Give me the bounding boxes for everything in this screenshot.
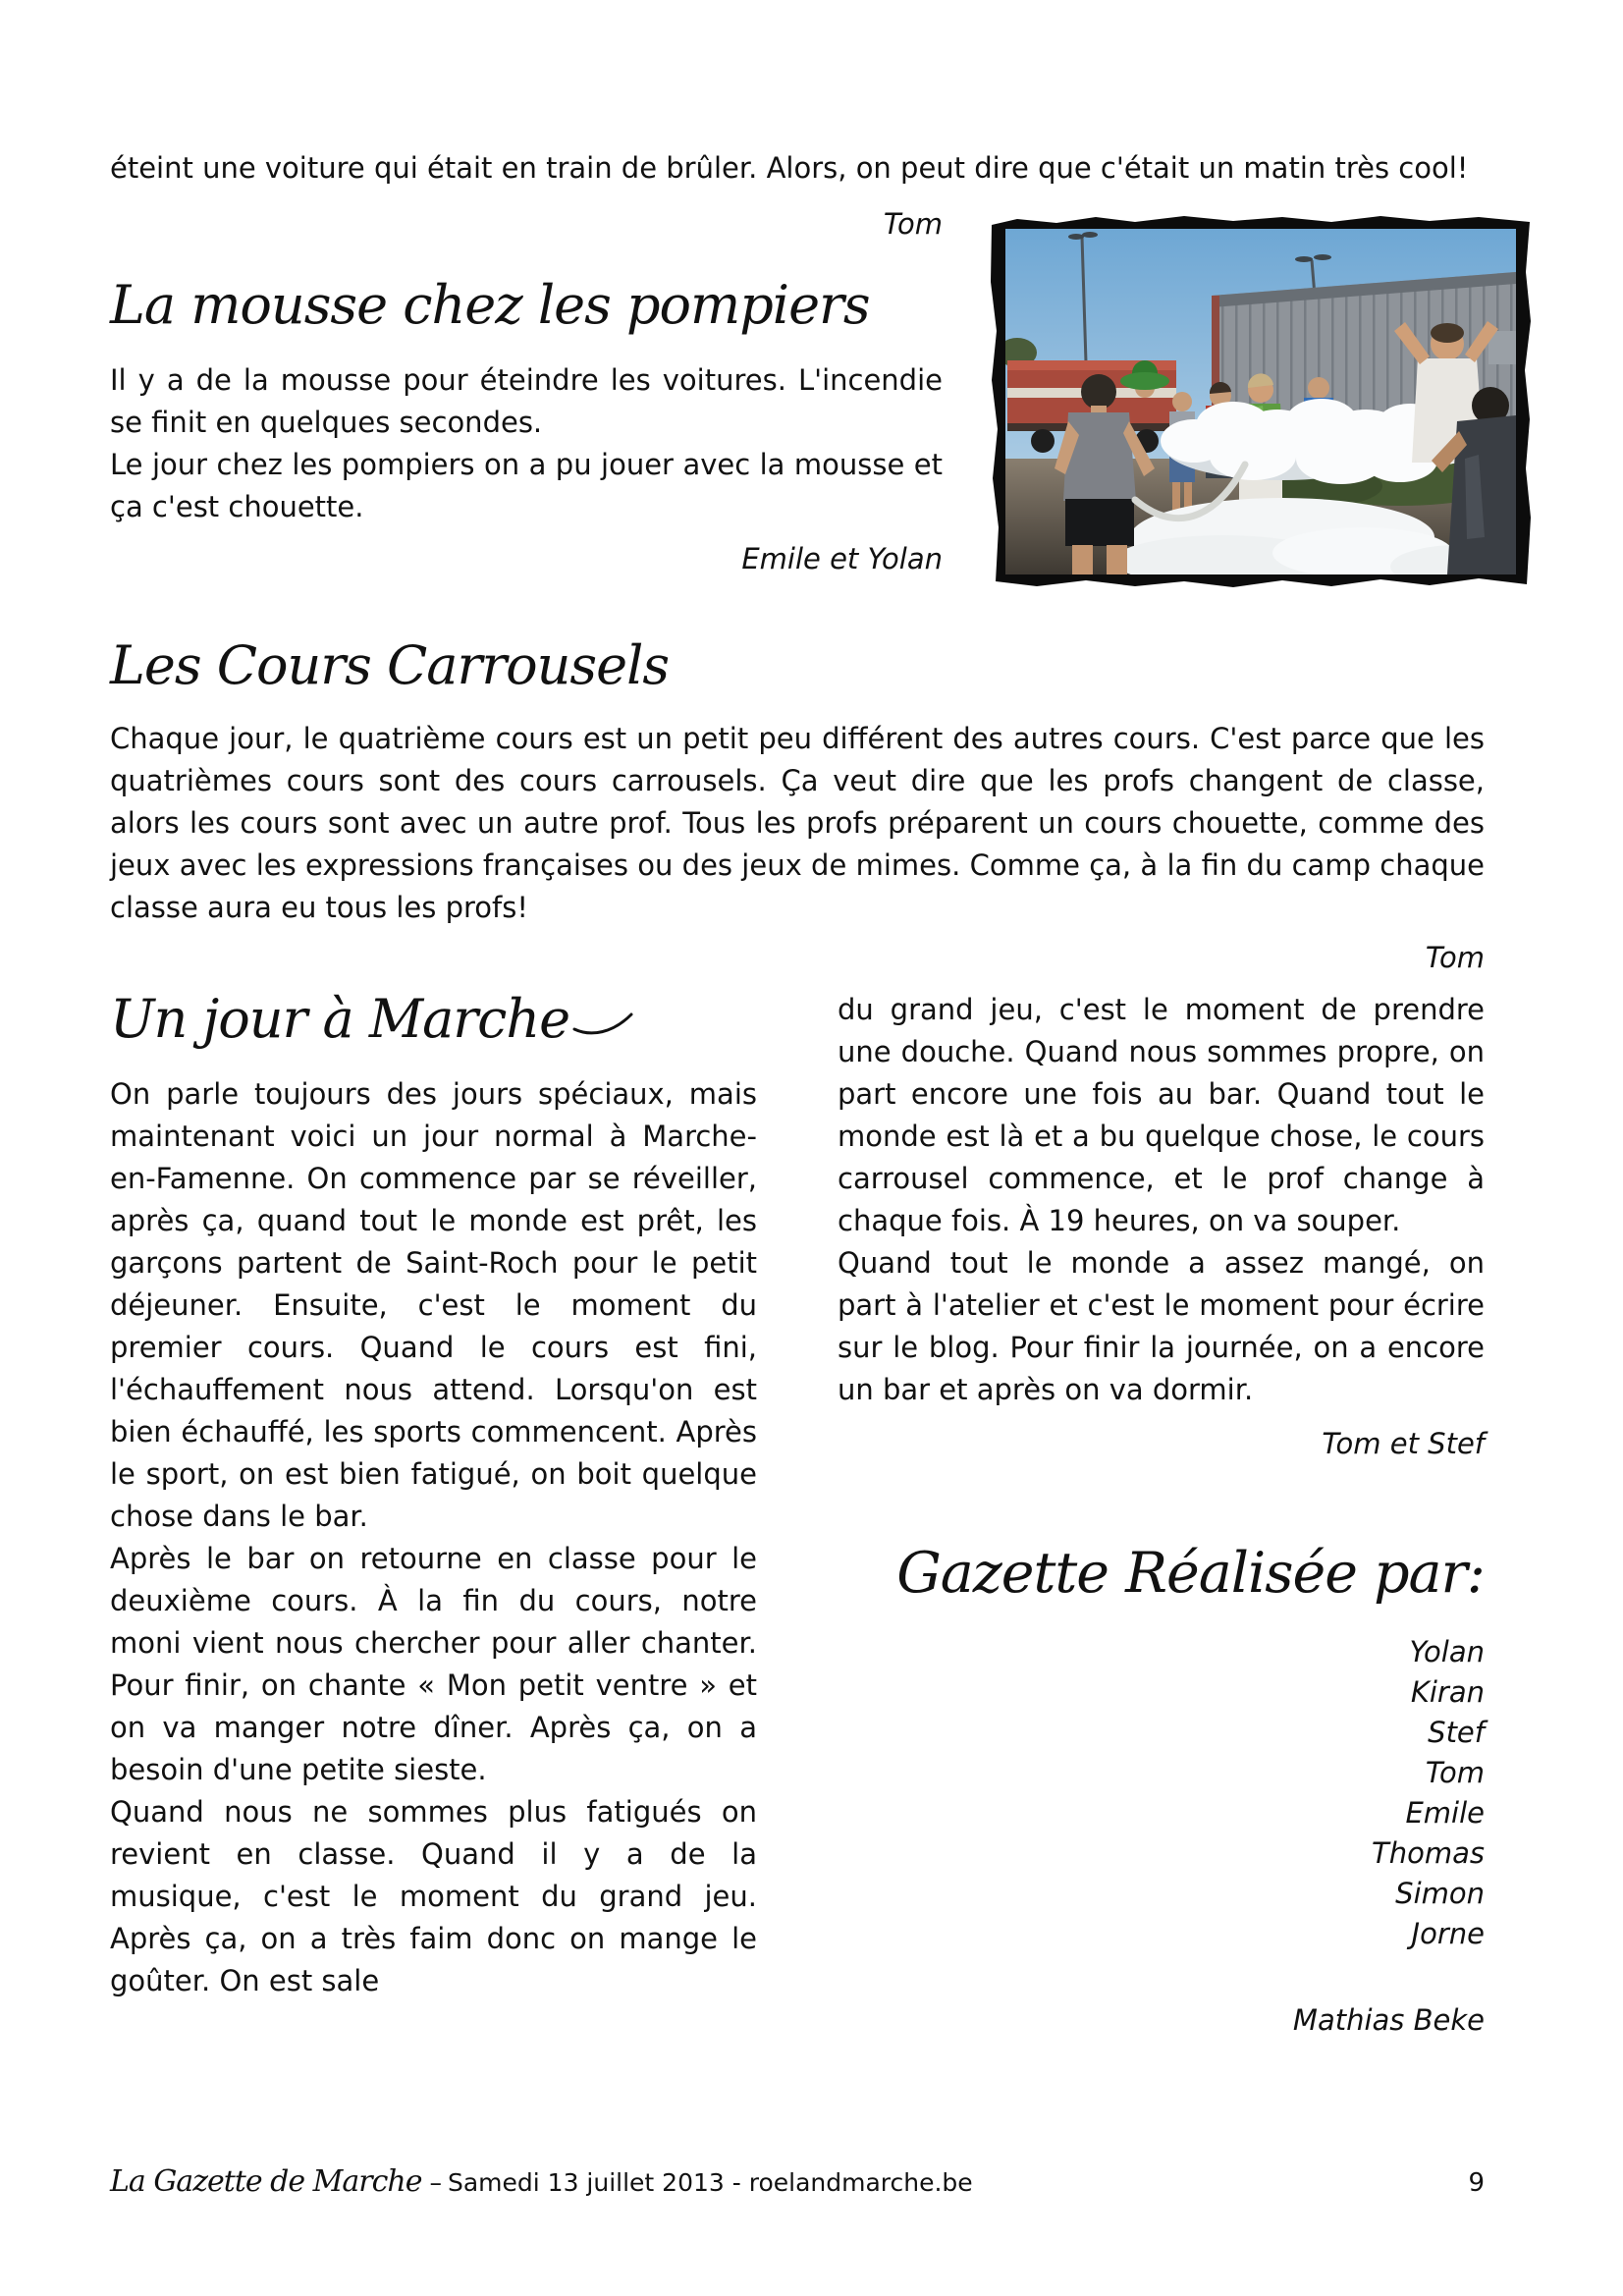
mousse-article-title: La mousse chez les pompiers [110,274,870,336]
page-footer [110,2164,1485,2199]
marche-article-title [110,989,757,1050]
carrousels-paragraph: Chaque jour, le quatrième cours est un petit peu différent des autres cours. C'est parce que les quatrièmes cours sont des cours carrousels. Ça veut dire que les profs changent de classe, alors les cours sont avec un autre prof. Tous les profs préparent un cours chouette, comme des jeux avec les expressions françaises ou des jeux de mimes. Comme ça, à la fin du camp chaque classe aura eu tous les profs! [110,722,1485,925]
footer-left [110,2164,973,2199]
footer-info: Samedi 13 juillet 2013 - roelandmarche.be [447,2168,973,2197]
credit-name: Simon [1395,1876,1485,1910]
footer-separator: – [429,2168,442,2197]
credits-name-list [838,1632,1485,1954]
page-number: 9 [1468,2168,1485,2198]
carrousels-attribution: Tom [1425,941,1485,975]
carrousels-article-title: Les Cours Carrousels [110,634,670,696]
heading-swash-flourish [571,989,634,1050]
marche-left-paragraph-3: Quand nous ne sommes plus fatigués on revient en classe. Quand il y a de la musique, c'est le moment du grand jeu. Après ça, on a très faim donc on mange le goûter. On est sale [110,1795,757,1998]
marche-left-column [110,989,757,2042]
credits-title: Gazette Réalisée par: [896,1541,1485,1607]
mousse-paragraph-2: Le jour chez les pompiers on a pu jouer avec la mousse et ça c'est chouette. [110,448,943,524]
marche-right-paragraph-2: Quand tout le monde a assez mangé, on part à l'atelier et c'est le moment pour écrire sur le blog. Pour finir la journée, on a encore un bar et après on va dormir. [838,1246,1485,1407]
credit-name: Emile [1405,1795,1485,1830]
marche-right-paragraph-1: du grand jeu, c'est le moment de prendre une douche. Quand nous sommes propre, on part encore une fois au bar. Quand tout le monde est là et a bu quelque chose, le cours carrousel commence, et le prof change à chaque fois. À 19 heures, on va souper. [838,993,1485,1238]
marche-article-title-text: Un jour à Marche [110,988,570,1051]
mousse-article-row [110,203,1485,590]
credit-name: Tom [1425,1755,1485,1789]
intro-attribution: Tom [883,207,943,241]
mousse-attribution: Emile et Yolan [741,542,943,576]
marche-right-column [838,989,1485,2042]
marche-attribution: Tom et Stef [1322,1427,1485,1461]
credit-name: Thomas [1372,1835,1485,1870]
credits-final-name: Mathias Beke [1292,2002,1485,2037]
marche-article-columns [110,989,1485,2042]
credit-name: Kiran [1410,1674,1485,1709]
intro-paragraph: éteint une voiture qui était en train de brûler. Alors, on peut dire que c'était un matin très cool! [110,151,1469,185]
gazette-brand: La Gazette de Marche [110,2164,422,2199]
foam-party-photo-illustration [988,213,1534,590]
credit-name: Jorne [1411,1916,1485,1950]
mousse-paragraph-1: Il y a de la mousse pour éteindre les voitures. L'incendie se finit en quelques secondes. [110,363,943,440]
foam-party-photo [988,213,1534,590]
marche-left-paragraph-2: Après le bar on retourne en classe pour le deuxième cours. À la fin du cours, notre moni vient nous chercher pour aller chanter. Pour finir, on chante « Mon petit ventre » et on va manger notre dîner. Après ça, on a besoin d'une petite sieste. [110,1542,757,1787]
credit-name: Stef [1428,1715,1485,1749]
mousse-text-column [110,203,988,580]
credit-name: Yolan [1409,1634,1485,1668]
marche-left-paragraph-1: On parle toujours des jours spéciaux, mais maintenant voici un jour normal à Marche-en-Famenne. On commence par se réveiller, après ça, quand tout le monde est prêt, les garçons partent de Saint-Roch pour le petit déjeuner. Ensuite, c'est le moment du premier cours. Quand le cours est fini, l'échauffement nous attend. Lorsqu'on est bien échauffé, les sports commencent. Après le sport, on est bien fatigué, on boit quelque chose dans le bar. [110,1077,757,1534]
